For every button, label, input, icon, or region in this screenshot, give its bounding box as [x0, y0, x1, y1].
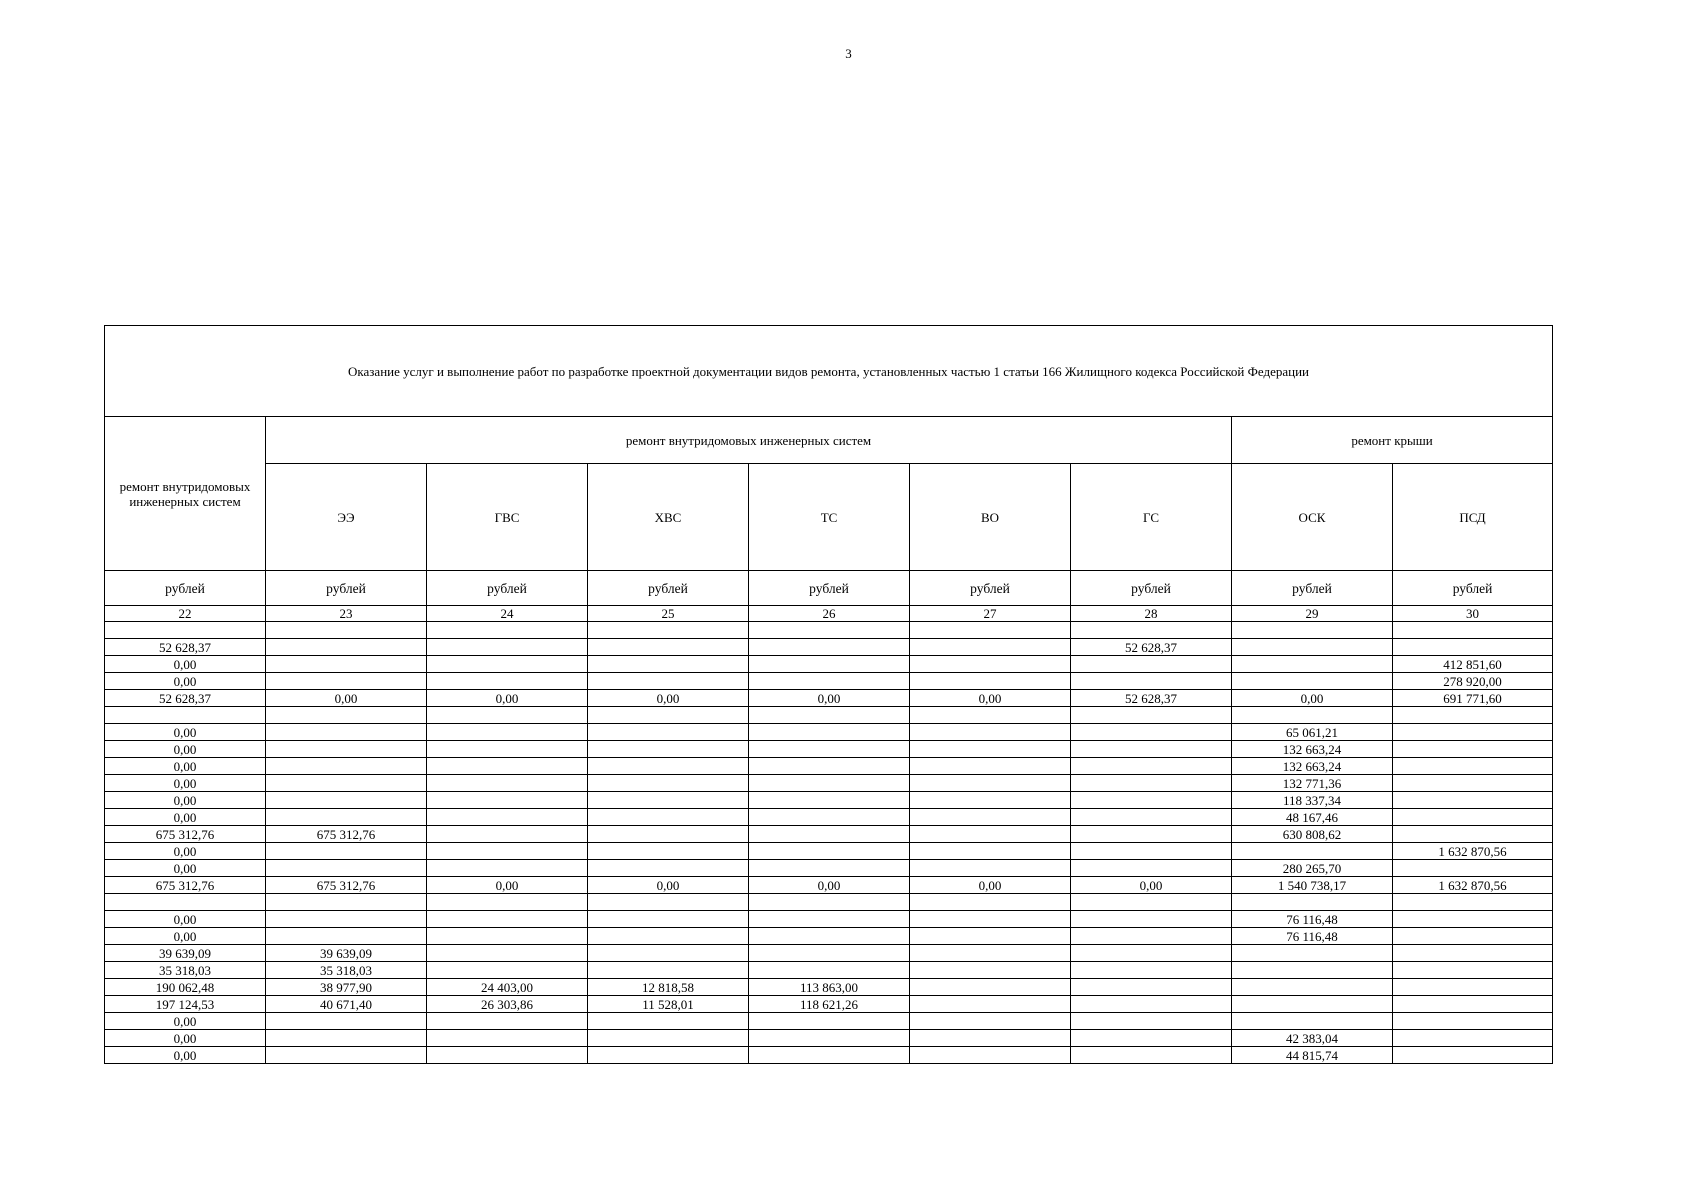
table-cell	[105, 622, 266, 639]
table-cell: 0,00	[105, 860, 266, 877]
table-cell	[588, 1030, 749, 1047]
table-cell: 76 116,48	[1232, 911, 1393, 928]
table-row	[105, 945, 1553, 962]
table-cell: 65 061,21	[1232, 724, 1393, 741]
table-cell	[1393, 996, 1553, 1013]
table-cell	[427, 741, 588, 758]
table-cell	[1393, 962, 1553, 979]
table-cell	[588, 1013, 749, 1030]
table-cell: 39 639,09	[266, 945, 427, 962]
table-cell	[266, 1013, 427, 1030]
unit-cell: рублей	[266, 571, 427, 606]
table-row	[105, 656, 1553, 673]
table-cell	[427, 962, 588, 979]
table-cell	[266, 928, 427, 945]
table-cell	[749, 1013, 910, 1030]
unit-cell: рублей	[910, 571, 1071, 606]
table-cell	[1393, 622, 1553, 639]
table-cell	[427, 945, 588, 962]
table-cell	[1393, 758, 1553, 775]
table-row	[105, 1030, 1553, 1047]
column-number: 24	[427, 606, 588, 622]
table-cell	[910, 1030, 1071, 1047]
table-cell	[1071, 741, 1232, 758]
column-header-ee: ЭЭ	[266, 464, 427, 571]
table-cell	[910, 656, 1071, 673]
column-number: 28	[1071, 606, 1232, 622]
table-cell	[1393, 1047, 1553, 1064]
table-cell: 0,00	[588, 690, 749, 707]
table-cell	[588, 928, 749, 945]
unit-cell: рублей	[1232, 571, 1393, 606]
table-cell	[1393, 945, 1553, 962]
column-header-gvs: ГВС	[427, 464, 588, 571]
table-cell	[427, 639, 588, 656]
table-cell	[1393, 1030, 1553, 1047]
table-cell	[1393, 826, 1553, 843]
table-cell	[1232, 962, 1393, 979]
table-cell	[427, 894, 588, 911]
table-cell	[749, 1047, 910, 1064]
table-cell: 118 337,34	[1232, 792, 1393, 809]
table-cell	[266, 622, 427, 639]
table-cell	[588, 826, 749, 843]
table-cell	[1071, 758, 1232, 775]
column-header-vo: ВО	[910, 464, 1071, 571]
table-cell	[588, 792, 749, 809]
table-cell	[427, 792, 588, 809]
table-cell	[427, 1013, 588, 1030]
table-row	[105, 724, 1553, 741]
table-cell	[427, 928, 588, 945]
table-cell	[749, 894, 910, 911]
table-cell: 0,00	[749, 690, 910, 707]
table-cell	[1393, 979, 1553, 996]
column-number: 22	[105, 606, 266, 622]
table-cell: 40 671,40	[266, 996, 427, 1013]
table-cell	[749, 945, 910, 962]
table-cell	[1071, 928, 1232, 945]
table-cell: 0,00	[105, 724, 266, 741]
table-cell: 38 977,90	[266, 979, 427, 996]
table-cell	[588, 843, 749, 860]
table-row	[105, 979, 1553, 996]
table-cell	[910, 826, 1071, 843]
table-row	[105, 911, 1553, 928]
table-cell	[749, 911, 910, 928]
table-cell: 24 403,00	[427, 979, 588, 996]
table-cell	[1232, 707, 1393, 724]
table-cell	[266, 656, 427, 673]
table-cell: 0,00	[105, 928, 266, 945]
page-number: 3	[845, 46, 852, 61]
table-cell	[1393, 639, 1553, 656]
table-cell: 0,00	[910, 877, 1071, 894]
table-cell: 12 818,58	[588, 979, 749, 996]
table-cell: 0,00	[105, 775, 266, 792]
table-cell	[1071, 826, 1232, 843]
table-cell	[1393, 775, 1553, 792]
table-cell: 0,00	[105, 911, 266, 928]
table-row	[105, 690, 1553, 707]
units-row	[105, 571, 1553, 606]
table-row	[105, 877, 1553, 894]
table-cell	[588, 809, 749, 826]
table-cell: 0,00	[1232, 690, 1393, 707]
column-header-gs: ГС	[1071, 464, 1232, 571]
table-cell	[588, 860, 749, 877]
table-cell: 44 815,74	[1232, 1047, 1393, 1064]
table-cell	[266, 792, 427, 809]
column-number: 26	[749, 606, 910, 622]
column-header-osk: ОСК	[1232, 464, 1393, 571]
table-cell: 132 771,36	[1232, 775, 1393, 792]
table-cell: 0,00	[105, 843, 266, 860]
table-cell	[427, 656, 588, 673]
table-cell	[427, 707, 588, 724]
table-cell	[910, 962, 1071, 979]
table-row	[105, 996, 1553, 1013]
table-cell	[749, 860, 910, 877]
table-cell	[427, 843, 588, 860]
table-cell	[1071, 860, 1232, 877]
table-cell	[910, 911, 1071, 928]
table-cell	[266, 843, 427, 860]
table-cell	[588, 639, 749, 656]
unit-cell: рублей	[588, 571, 749, 606]
table-cell	[1393, 1013, 1553, 1030]
table-cell	[1071, 622, 1232, 639]
table-cell	[1232, 622, 1393, 639]
table-cell	[749, 962, 910, 979]
group-header-engineering-systems: ремонт внутридомовых инженерных систем	[266, 417, 1232, 464]
table-cell: 675 312,76	[266, 826, 427, 843]
table-cell	[1393, 928, 1553, 945]
table-row	[105, 928, 1553, 945]
table-row	[105, 1047, 1553, 1064]
table-cell	[1393, 792, 1553, 809]
table-cell: 132 663,24	[1232, 741, 1393, 758]
column-header-psd: ПСД	[1393, 464, 1553, 571]
table-cell	[1232, 1013, 1393, 1030]
table-cell: 0,00	[427, 690, 588, 707]
table-cell	[1071, 996, 1232, 1013]
table-cell	[266, 809, 427, 826]
table-cell	[749, 843, 910, 860]
table-cell	[1232, 894, 1393, 911]
table-cell	[749, 707, 910, 724]
table-cell	[588, 945, 749, 962]
table-cell	[588, 911, 749, 928]
table-cell	[427, 809, 588, 826]
table-cell: 0,00	[105, 758, 266, 775]
table-cell	[1071, 945, 1232, 962]
column-number: 25	[588, 606, 749, 622]
table-cell: 0,00	[105, 809, 266, 826]
table-cell: 630 808,62	[1232, 826, 1393, 843]
table-cell	[910, 622, 1071, 639]
table-cell	[749, 809, 910, 826]
table-cell	[910, 979, 1071, 996]
table-cell: 0,00	[910, 690, 1071, 707]
table-cell	[588, 724, 749, 741]
table-cell: 190 062,48	[105, 979, 266, 996]
table-cell: 48 167,46	[1232, 809, 1393, 826]
table-cell	[749, 1030, 910, 1047]
table-title: Оказание услуг и выполнение работ по разработке проектной документации видов ремонта, установленных частью 1 статьи 166 Жилищного кодекса Российской Федерации	[105, 326, 1553, 417]
table-cell	[749, 622, 910, 639]
table-cell	[266, 775, 427, 792]
table-cell: 0,00	[105, 1013, 266, 1030]
table-cell	[427, 826, 588, 843]
table-cell: 197 124,53	[105, 996, 266, 1013]
table-cell	[1393, 707, 1553, 724]
table-cell	[427, 775, 588, 792]
table-cell	[1071, 673, 1232, 690]
table-cell	[910, 741, 1071, 758]
group-header-roof-repair: ремонт крыши	[1232, 417, 1553, 464]
table-cell	[749, 792, 910, 809]
table-cell	[427, 673, 588, 690]
table-cell: 0,00	[105, 673, 266, 690]
table-cell	[910, 673, 1071, 690]
table-cell	[910, 894, 1071, 911]
unit-cell: рублей	[105, 571, 266, 606]
table-cell: 1 540 738,17	[1232, 877, 1393, 894]
table-cell	[1232, 843, 1393, 860]
unit-cell: рублей	[749, 571, 910, 606]
table-cell	[266, 894, 427, 911]
table-cell	[910, 928, 1071, 945]
table-cell	[1071, 1013, 1232, 1030]
column-header-ts: ТС	[749, 464, 910, 571]
table-row	[105, 843, 1553, 860]
table-cell: 39 639,09	[105, 945, 266, 962]
column-numbers-row	[105, 606, 1553, 622]
table-cell	[427, 911, 588, 928]
table-cell: 35 318,03	[266, 962, 427, 979]
table-cell	[1232, 996, 1393, 1013]
table-cell: 0,00	[105, 792, 266, 809]
table-cell	[266, 1030, 427, 1047]
table-cell: 113 863,00	[749, 979, 910, 996]
table-cell	[1393, 894, 1553, 911]
table-row	[105, 826, 1553, 843]
table-cell	[749, 928, 910, 945]
table-cell	[910, 1047, 1071, 1064]
table-cell: 675 312,76	[105, 877, 266, 894]
table-cell: 0,00	[749, 877, 910, 894]
table-cell	[266, 741, 427, 758]
table-cell: 280 265,70	[1232, 860, 1393, 877]
table-cell: 52 628,37	[1071, 690, 1232, 707]
table-cell: 278 920,00	[1393, 673, 1553, 690]
table-cell	[427, 1047, 588, 1064]
table-cell: 52 628,37	[105, 690, 266, 707]
table-cell: 0,00	[588, 877, 749, 894]
table-cell: 0,00	[105, 1047, 266, 1064]
table-cell	[749, 775, 910, 792]
table-cell	[910, 707, 1071, 724]
table-row	[105, 741, 1553, 758]
table-cell	[266, 758, 427, 775]
table-cell: 52 628,37	[1071, 639, 1232, 656]
column-header-hvs: ХВС	[588, 464, 749, 571]
table-cell: 42 383,04	[1232, 1030, 1393, 1047]
table-cell	[910, 945, 1071, 962]
table-cell	[749, 826, 910, 843]
table-cell	[749, 673, 910, 690]
table-cell: 675 312,76	[266, 877, 427, 894]
table-cell	[1393, 860, 1553, 877]
table-row	[105, 622, 1553, 639]
table-cell	[1071, 809, 1232, 826]
table-cell: 1 632 870,56	[1393, 843, 1553, 860]
unit-cell: рублей	[1071, 571, 1232, 606]
table-cell: 675 312,76	[105, 826, 266, 843]
table-cell	[910, 1013, 1071, 1030]
table-cell	[266, 911, 427, 928]
table-cell	[588, 758, 749, 775]
table-cell	[1232, 979, 1393, 996]
table-cell: 11 528,01	[588, 996, 749, 1013]
table-cell: 26 303,86	[427, 996, 588, 1013]
table-cell	[1232, 639, 1393, 656]
column-number: 30	[1393, 606, 1553, 622]
table-cell: 0,00	[1071, 877, 1232, 894]
table-cell	[266, 639, 427, 656]
table-cell	[910, 758, 1071, 775]
table-cell: 691 771,60	[1393, 690, 1553, 707]
table-cell: 0,00	[105, 1030, 266, 1047]
table-cell: 0,00	[105, 741, 266, 758]
table-cell	[588, 656, 749, 673]
table-cell	[266, 860, 427, 877]
table-cell	[1393, 724, 1553, 741]
table-cell	[1232, 945, 1393, 962]
table-cell	[1071, 707, 1232, 724]
table-row	[105, 962, 1553, 979]
table-cell	[1071, 775, 1232, 792]
table-cell: 76 116,48	[1232, 928, 1393, 945]
table-cell	[105, 894, 266, 911]
table-cell	[910, 996, 1071, 1013]
table-cell: 0,00	[105, 656, 266, 673]
table-cell	[1393, 741, 1553, 758]
table-cell	[749, 639, 910, 656]
table-cell: 0,00	[427, 877, 588, 894]
table-cell	[588, 741, 749, 758]
table-cell	[1071, 894, 1232, 911]
table-cell	[427, 758, 588, 775]
unit-cell: рублей	[1393, 571, 1553, 606]
table-cell: 0,00	[266, 690, 427, 707]
table-cell	[910, 775, 1071, 792]
table-cell	[910, 809, 1071, 826]
table-cell	[588, 1047, 749, 1064]
table-cell	[105, 707, 266, 724]
column-number: 27	[910, 606, 1071, 622]
table-cell	[910, 724, 1071, 741]
table-cell	[1393, 809, 1553, 826]
column-number: 29	[1232, 606, 1393, 622]
table-cell	[266, 707, 427, 724]
table-cell	[427, 860, 588, 877]
table-cell: 412 851,60	[1393, 656, 1553, 673]
table-cell	[749, 741, 910, 758]
table-cell: 132 663,24	[1232, 758, 1393, 775]
table-cell	[1071, 843, 1232, 860]
table-cell: 1 632 870,56	[1393, 877, 1553, 894]
table-cell	[1071, 656, 1232, 673]
table-cell	[1071, 724, 1232, 741]
table-cell	[910, 843, 1071, 860]
table-cell	[1232, 673, 1393, 690]
table-cell	[1071, 1030, 1232, 1047]
table-cell	[588, 707, 749, 724]
table-cell	[588, 962, 749, 979]
table-cell: 52 628,37	[105, 639, 266, 656]
table-cell	[1071, 1047, 1232, 1064]
table-cell: 118 621,26	[749, 996, 910, 1013]
table-cell	[910, 639, 1071, 656]
table-row	[105, 894, 1553, 911]
table-cell	[910, 792, 1071, 809]
table-cell	[588, 622, 749, 639]
repair-cost-table	[104, 325, 1553, 1064]
table-cell	[427, 724, 588, 741]
unit-cell: рублей	[427, 571, 588, 606]
table-row	[105, 792, 1553, 809]
table-row	[105, 809, 1553, 826]
table-row	[105, 758, 1553, 775]
table-cell	[1071, 911, 1232, 928]
table-cell	[427, 622, 588, 639]
table-row	[105, 1013, 1553, 1030]
table-row	[105, 707, 1553, 724]
table-cell	[266, 1047, 427, 1064]
table-cell	[588, 894, 749, 911]
table-cell	[749, 724, 910, 741]
table-cell	[1232, 656, 1393, 673]
table-cell	[1071, 962, 1232, 979]
table-cell	[427, 1030, 588, 1047]
table-cell	[588, 673, 749, 690]
table-row	[105, 639, 1553, 656]
table-cell	[1071, 979, 1232, 996]
table-cell: 35 318,03	[105, 962, 266, 979]
table-row	[105, 673, 1553, 690]
table-cell	[1393, 911, 1553, 928]
first-column-header: ремонт внутридомовых инженерных систем	[105, 417, 266, 571]
table-row	[105, 775, 1553, 792]
table-cell	[1071, 792, 1232, 809]
table-row	[105, 860, 1553, 877]
table-cell	[588, 775, 749, 792]
table-cell	[749, 758, 910, 775]
column-number: 23	[266, 606, 427, 622]
table-cell	[266, 673, 427, 690]
table-cell	[910, 860, 1071, 877]
table-cell	[749, 656, 910, 673]
table-cell	[266, 724, 427, 741]
